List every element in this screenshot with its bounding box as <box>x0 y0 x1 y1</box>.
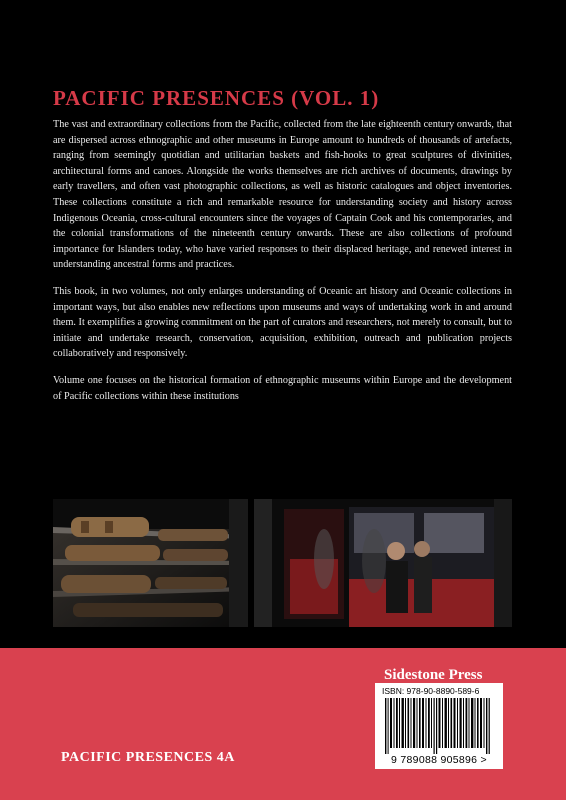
gallery-visitors-image <box>254 499 512 627</box>
barcode-panel <box>375 683 503 769</box>
book-title: PACIFIC PRESENCES (VOL. 1) <box>53 86 380 110</box>
blurb-paragraph-1: The vast and extraordinary collections from the Pacific, collected from the late eighteenth century onwards, that are dispersed across ethnographic and other museums in Europe amount to hundreds of thousands of artefacts, ranging from seemingly quotidian and utilitarian baskets and fish-hooks to great sculptures of divinities, architectural forms and canoes. Alongside the works themselves are rich archives of documents, drawings by early travellers, and often vast photographic collections, as well as historic catalogues and object inventories. These collections constitute a rich and remarkable resource for understanding society and history across Indigenous Oceania, cross-cultural encounters since the voyages of Captain Cook and his contemporaries, and the colonial transformations of the nineteenth century onwards. These are also collections of profound importance for Islanders today, who have varied responses to their displaced heritage, and renewed interest in understanding ancestral forms and practices. <box>53 119 512 271</box>
isbn-label: ISBN: 978-90-8890-589-6 <box>382 686 480 696</box>
publisher-name: Sidestone Press <box>384 667 483 683</box>
museum-gallery-photo <box>254 499 512 627</box>
series-title: PACIFIC PRESENCES 4A <box>61 750 235 765</box>
storage-shelves-image <box>53 499 248 627</box>
barcode-digits: 9 789088 905896 > <box>391 754 487 766</box>
museum-storage-photo <box>53 499 248 627</box>
blurb-paragraph-3: Volume one focuses on the historical formation of ethnographic museums within Europe and the development of Pacific collections within these institutions <box>53 374 512 402</box>
blurb <box>53 117 512 415</box>
barcode-icon <box>385 698 493 754</box>
blurb-paragraph-2: This book, in two volumes, not only enlarges understanding of Oceanic art history and Oceanic collections in important ways, but also enables new reflections upon museums and ways of undertaking work in and around them. It exemplifies a growing commitment on the part of curators and researchers, not merely to consult, but to initiate and undertake research, conservation, acquisition, exhibition, outreach and publication projects collaboratively and responsively. <box>53 285 512 360</box>
